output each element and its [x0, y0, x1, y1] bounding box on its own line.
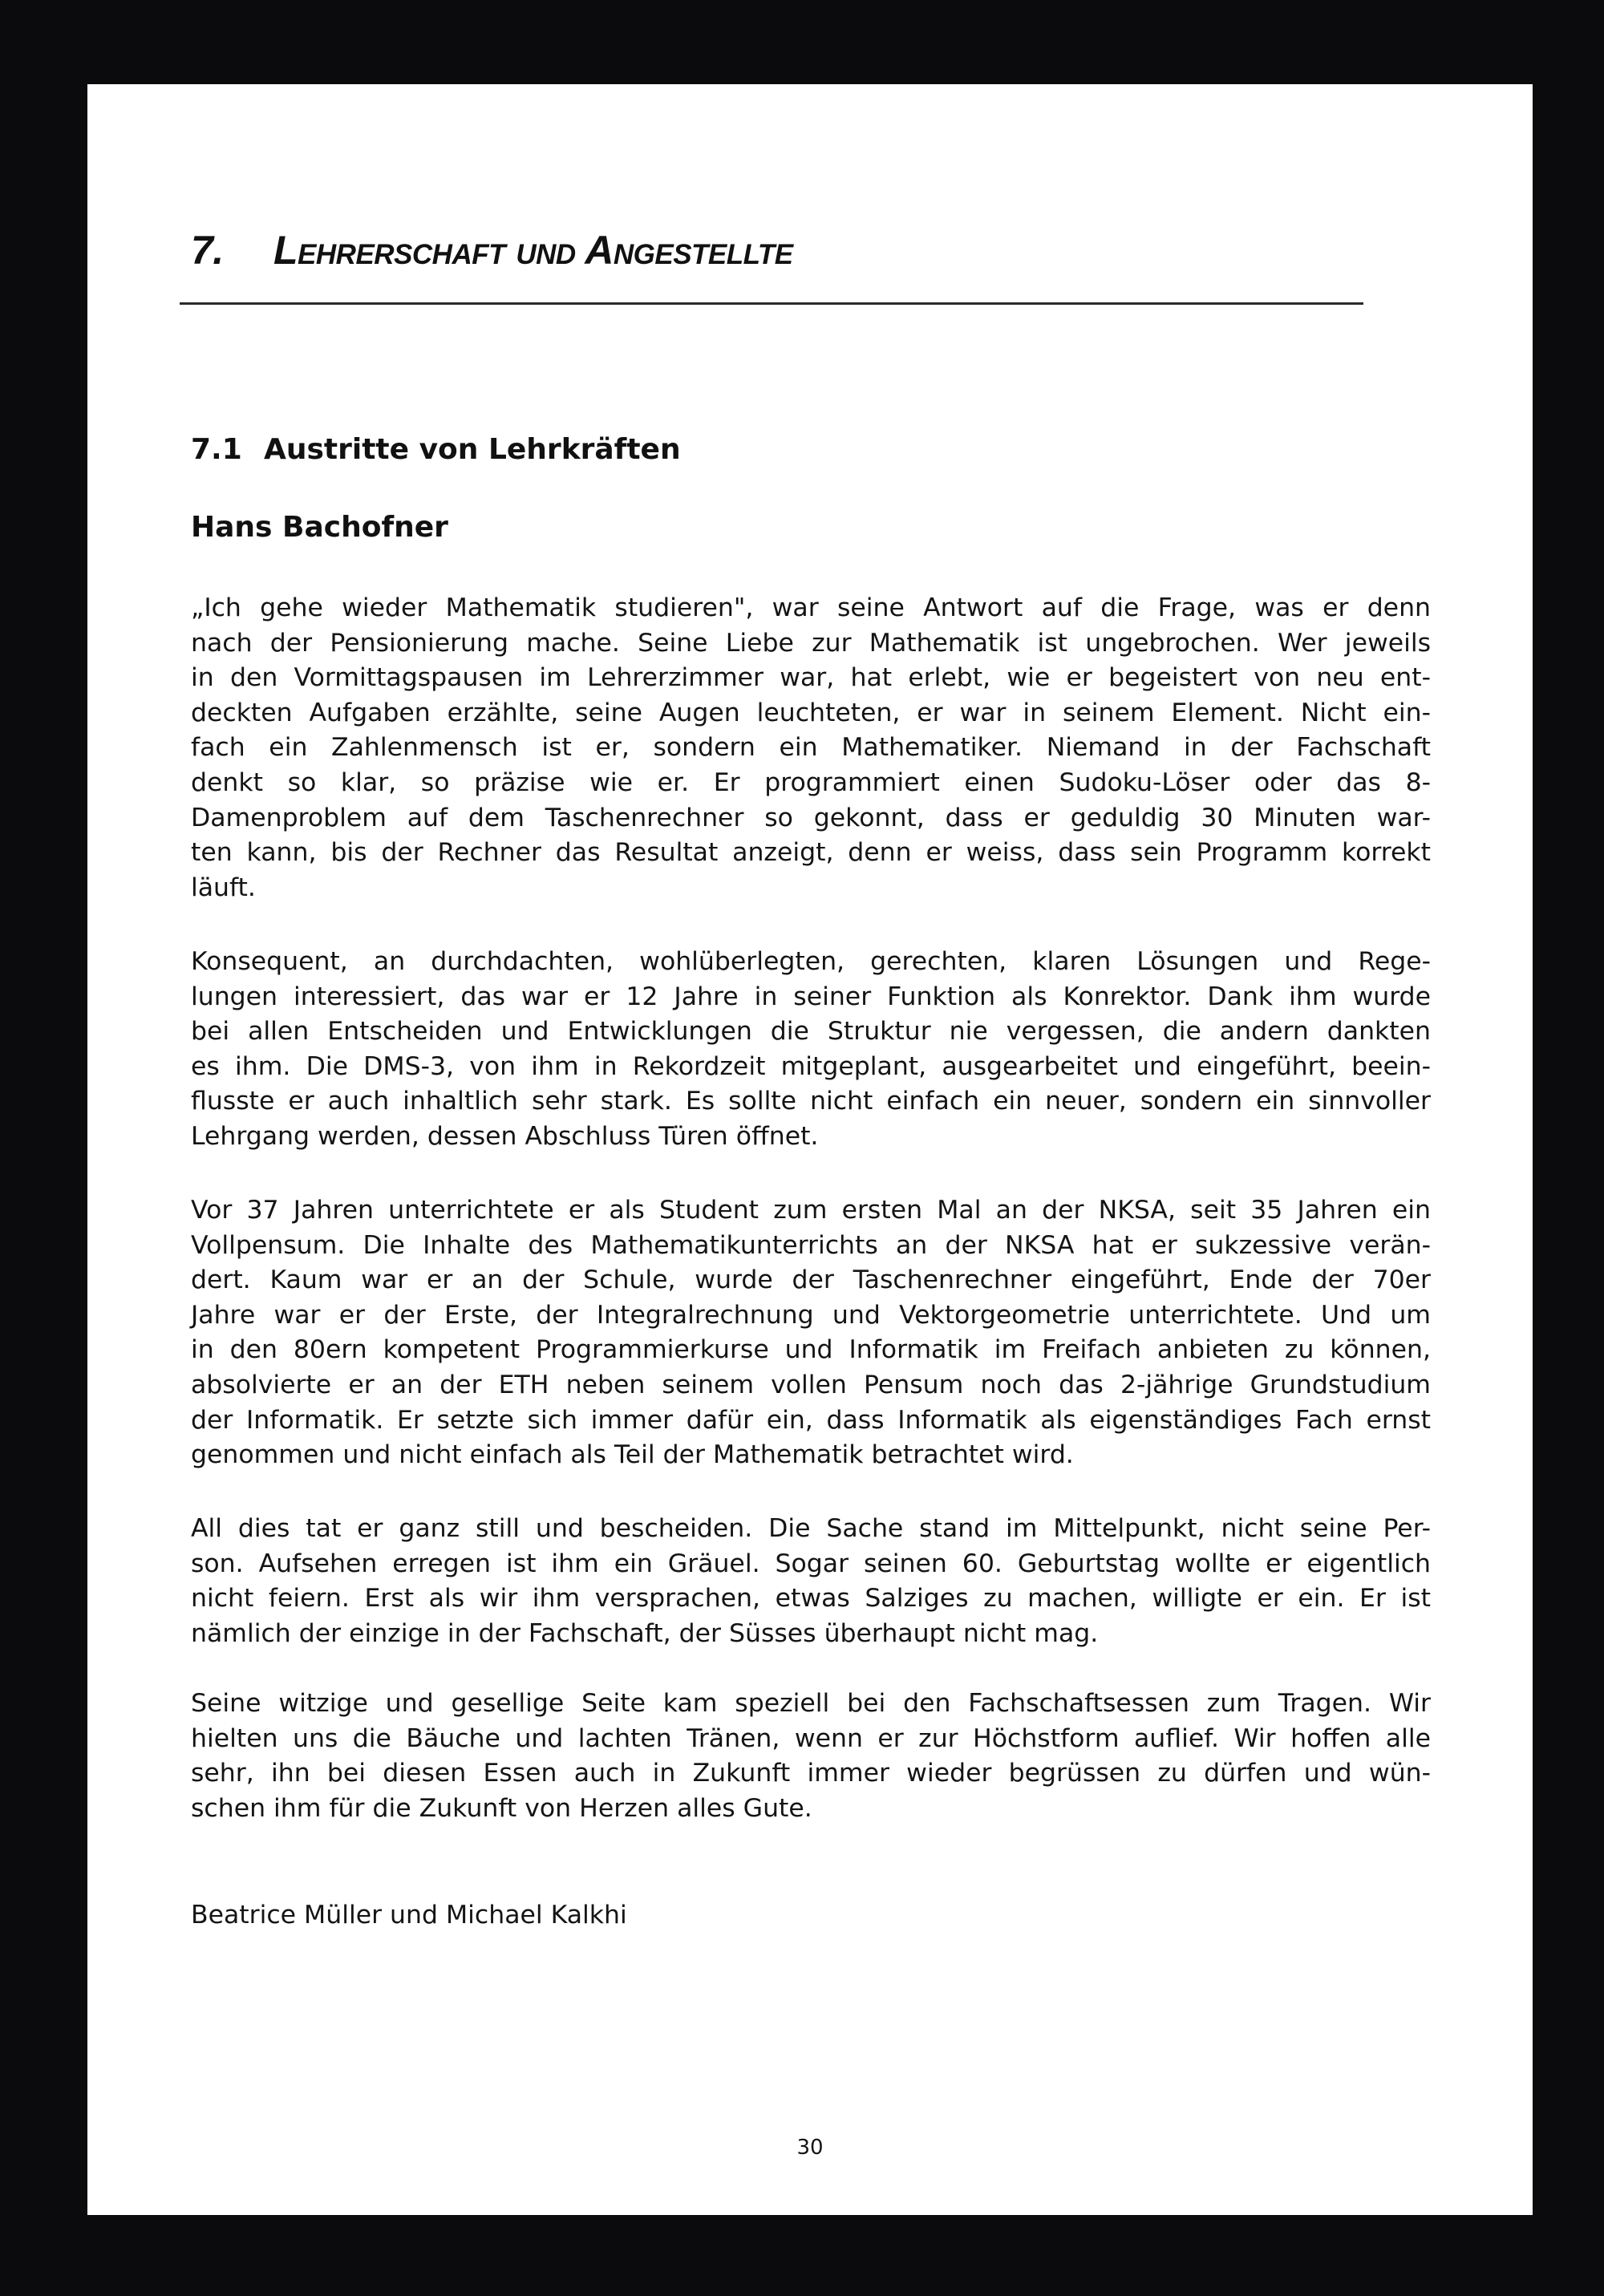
- paragraph-line: es ihm. Die DMS-3, von ihm in Rekordzeit mitgeplant, ausgearbeitet und eingeführt, beein-: [191, 1051, 1431, 1081]
- paragraph-line: genommen und nicht einfach als Teil der Mathematik betrachtet wird.: [191, 1440, 1074, 1470]
- paragraph-line: der Informatik. Er setzte sich immer dafür ein, dass Informatik als eigenständiges Fach ernst: [191, 1405, 1431, 1435]
- paragraph-line: ten kann, bis der Rechner das Resultat anzeigt, denn er weiss, dass sein Programm korrekt: [191, 838, 1431, 868]
- paragraph-4: [191, 1512, 1431, 1651]
- page-number: 30: [796, 2136, 824, 2160]
- paragraph-line: bei allen Entscheiden und Entwicklungen die Struktur nie vergessen, die andern dankten: [191, 1017, 1431, 1047]
- paragraph-line: Damenproblem auf dem Taschenrechner so gekonnt, dass er geduldig 30 Minuten war-: [191, 803, 1431, 832]
- section-title-text: Austritte von Lehrkräften: [264, 433, 681, 466]
- person-name-heading: Hans Bachofner: [191, 511, 448, 544]
- paragraph-3: [191, 1193, 1431, 1473]
- chapter-heading: [191, 227, 793, 273]
- chapter-title-text: Lehrerschaft und Angestellte: [273, 228, 793, 273]
- paragraph-line: schen ihm für die Zukunft von Herzen alles Gute.: [191, 1793, 812, 1823]
- paragraph-line: son. Aufsehen erregen ist ihm ein Gräuel. Sogar seinen 60. Geburtstag wollte er eigentlich: [191, 1549, 1431, 1578]
- paragraph-line: dert. Kaum war er an der Schule, wurde der Taschenrechner eingeführt, Ende der 70er: [191, 1265, 1431, 1295]
- paragraph-line: „Ich gehe wieder Mathematik studieren", war seine Antwort auf die Frage, was er denn: [191, 593, 1431, 622]
- section-number: 7.1: [191, 433, 242, 466]
- chapter-number: 7.: [191, 228, 224, 273]
- paragraph-line: lungen interessiert, das war er 12 Jahre in seiner Funktion als Konrektor. Dank ihm wurde: [191, 982, 1431, 1011]
- paragraph-1: [191, 591, 1431, 905]
- paragraph-line: nach der Pensionierung mache. Seine Liebe zur Mathematik ist ungebrochen. Wer jeweils: [191, 628, 1431, 658]
- paragraph-line: Lehrgang werden, dessen Abschluss Türen öffnet.: [191, 1121, 819, 1151]
- paragraph-line: nämlich der einzige in der Fachschaft, der Süsses überhaupt nicht mag.: [191, 1618, 1099, 1648]
- paragraph-line: Konsequent, an durchdachten, wohlüberlegten, gerechten, klaren Lösungen und Rege-: [191, 947, 1431, 976]
- paragraph-line: hielten uns die Bäuche und lachten Tränen, wenn er zur Höchstform auflief. Wir hoffen alle: [191, 1723, 1431, 1753]
- paragraph-line: Vollpensum. Die Inhalte des Mathematikunterrichts an der NKSA hat er sukzessive verän-: [191, 1230, 1431, 1260]
- section-heading: [191, 433, 681, 466]
- paragraph-2: [191, 945, 1431, 1155]
- paragraph-line: fach ein Zahlenmensch ist er, sondern ein Mathematiker. Niemand in der Fachschaft: [191, 733, 1431, 763]
- paragraph-line: in den 80ern kompetent Programmierkurse und Informatik im Freifach anbieten zu können,: [191, 1335, 1431, 1365]
- signature: Beatrice Müller und Michael Kalkhi: [191, 1901, 627, 1930]
- heading-divider: [180, 302, 1363, 305]
- paragraph-line: deckten Aufgaben erzählte, seine Augen leuchteten, er war in seinem Element. Nicht ein-: [191, 698, 1431, 727]
- paragraph-line: Seine witzige und gesellige Seite kam speziell bei den Fachschaftsessen zum Tragen. Wir: [191, 1689, 1431, 1718]
- paragraph-line: in den Vormittagspausen im Lehrerzimmer war, hat erlebt, wie er begeistert von neu ent-: [191, 663, 1431, 693]
- document-page: [87, 84, 1533, 2215]
- paragraph-line: sehr, ihn bei diesen Essen auch in Zukunft immer wieder begrüssen zu dürfen und wün-: [191, 1759, 1431, 1788]
- paragraph-line: nicht feiern. Erst als wir ihm versprachen, etwas Salziges zu machen, willigte er ein. Er ist: [191, 1584, 1431, 1614]
- paragraph-line: Vor 37 Jahren unterrichtete er als Student zum ersten Mal an der NKSA, seit 35 Jahren ein: [191, 1196, 1431, 1225]
- paragraph-line: All dies tat er ganz still und bescheiden. Die Sache stand im Mittelpunkt, nicht seine Per-: [191, 1514, 1431, 1543]
- paragraph-line: denkt so klar, so präzise wie er. Er programmiert einen Sudoku-Löser oder das 8-: [191, 767, 1431, 797]
- paragraph-line: absolvierte er an der ETH neben seinem vollen Pensum noch das 2-jährige Grundstudium: [191, 1370, 1431, 1399]
- paragraph-line: flusste er auch inhaltlich sehr stark. Es sollte nicht einfach ein neuer, sondern ein sinnvoller: [191, 1087, 1431, 1116]
- paragraph-5: [191, 1687, 1431, 1826]
- paragraph-line: Jahre war er der Erste, der Integralrechnung und Vektorgeometrie unterrichtete. Und um: [191, 1300, 1431, 1330]
- paragraph-line: läuft.: [191, 873, 256, 902]
